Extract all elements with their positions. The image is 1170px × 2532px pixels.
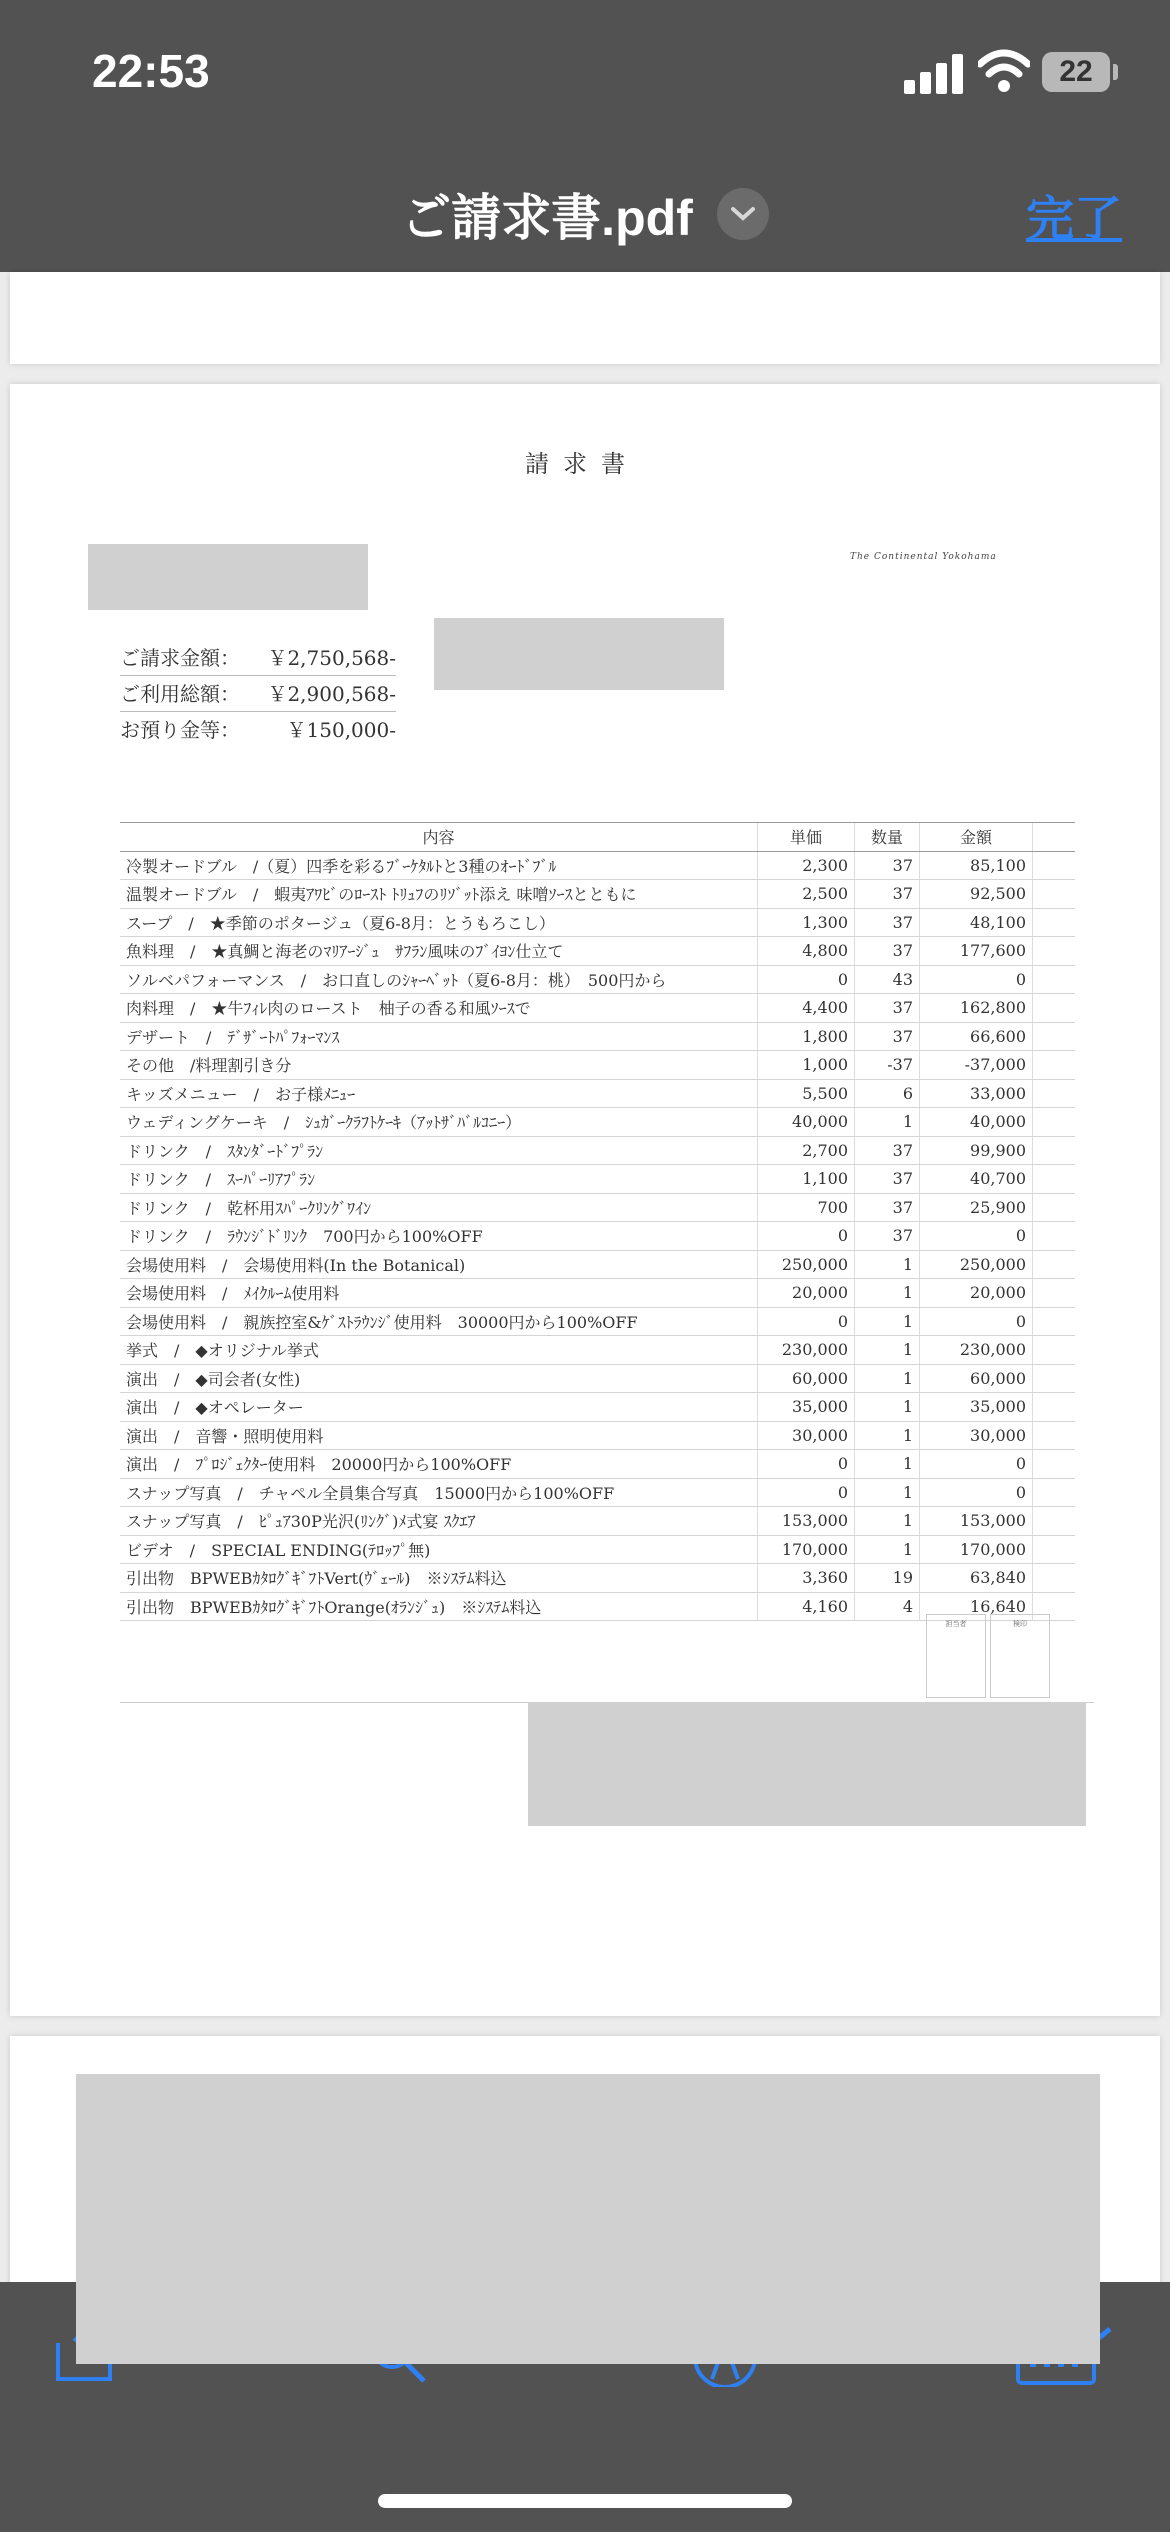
item-amount: 30,000 <box>920 1421 1033 1450</box>
item-unit-price: 2,500 <box>758 880 855 909</box>
table-row <box>120 880 1075 909</box>
item-quantity: 37 <box>855 1193 920 1222</box>
summary-billing-amount <box>120 642 396 676</box>
item-name: 引出物 BPWEBｶﾀﾛｸﾞｷﾞﾌﾄVert(ｳﾞｪｰﾙ) ※ｼｽﾃﾑ料込 <box>120 1564 758 1593</box>
item-blank <box>1033 1535 1076 1564</box>
item-amount: 85,100 <box>920 851 1033 880</box>
summary-value: ￥2,750,568- <box>267 646 396 670</box>
item-blank <box>1033 1279 1076 1308</box>
table-row <box>120 1535 1075 1564</box>
item-blank <box>1033 965 1076 994</box>
battery-icon: 22 <box>1042 52 1110 92</box>
item-unit-price: 4,400 <box>758 994 855 1023</box>
item-quantity: 1 <box>855 1307 920 1336</box>
invoice-items-table <box>120 822 1075 1621</box>
item-amount: 16,640 <box>920 1592 1033 1621</box>
item-amount: 230,000 <box>920 1336 1033 1365</box>
item-blank <box>1033 937 1076 966</box>
item-unit-price: 60,000 <box>758 1364 855 1393</box>
item-unit-price: 2,300 <box>758 851 855 880</box>
item-blank <box>1033 1051 1076 1080</box>
item-name: 演出 / ◆オペレーター <box>120 1393 758 1422</box>
pdf-page-previous <box>10 272 1160 364</box>
item-name: 会場使用料 / 会場使用料(In the Botanical) <box>120 1250 758 1279</box>
item-name: ウェディングケーキ / ｼｭｶﾞｰｸﾗﾌﾄｹｰｷ（ｱｯﾄｻﾞﾊﾞﾙｺﾆｰ） <box>120 1108 758 1137</box>
item-amount: 0 <box>920 1222 1033 1251</box>
table-row <box>120 1165 1075 1194</box>
item-name: ドリンク / ｽｰﾊﾟｰﾘｱﾌﾟﾗﾝ <box>120 1165 758 1194</box>
item-unit-price: 1,100 <box>758 1165 855 1194</box>
item-blank <box>1033 1478 1076 1507</box>
item-quantity: 6 <box>855 1079 920 1108</box>
summary-value: ￥150,000- <box>286 718 396 742</box>
item-unit-price: 700 <box>758 1193 855 1222</box>
item-amount: 0 <box>920 1307 1033 1336</box>
item-unit-price: 0 <box>758 965 855 994</box>
item-blank <box>1033 1507 1076 1536</box>
hotel-logo: The Continental Yokohama <box>850 552 997 562</box>
battery-tip <box>1113 64 1118 80</box>
item-unit-price: 30,000 <box>758 1421 855 1450</box>
summary-deposit <box>120 714 396 743</box>
item-blank <box>1033 1564 1076 1593</box>
item-name: スナップ写真 / チャペル全員集合写真 15000円から100%OFF <box>120 1478 758 1507</box>
summary-label: ご利用総額： <box>120 682 240 706</box>
chevron-down-icon[interactable] <box>717 188 769 240</box>
item-quantity: 1 <box>855 1364 920 1393</box>
item-blank <box>1033 1165 1076 1194</box>
item-blank <box>1033 1336 1076 1365</box>
item-quantity: 1 <box>855 1393 920 1422</box>
item-quantity: 1 <box>855 1535 920 1564</box>
item-unit-price: 2,700 <box>758 1136 855 1165</box>
redacted-footer <box>528 1702 1086 1826</box>
table-row <box>120 1279 1075 1308</box>
item-blank <box>1033 1079 1076 1108</box>
item-blank <box>1033 1193 1076 1222</box>
item-blank <box>1033 1450 1076 1479</box>
item-blank <box>1033 1307 1076 1336</box>
item-name: ビデオ / SPECIAL ENDING(ﾃﾛｯﾌﾟ無) <box>120 1535 758 1564</box>
item-name: ドリンク / 乾杯用ｽﾊﾟｰｸﾘﾝｸﾞﾜｲﾝ <box>120 1193 758 1222</box>
summary-value: ￥2,900,568- <box>267 682 396 706</box>
table-row <box>120 1222 1075 1251</box>
item-amount: 153,000 <box>920 1507 1033 1536</box>
item-name: 冷製オードブル /（夏）四季を彩るﾌﾞｰｹﾀﾙﾄと3種のｵｰﾄﾞﾌﾞﾙ <box>120 851 758 880</box>
item-quantity: 37 <box>855 937 920 966</box>
item-amount: 60,000 <box>920 1364 1033 1393</box>
item-unit-price: 250,000 <box>758 1250 855 1279</box>
item-amount: 40,000 <box>920 1108 1033 1137</box>
item-name: キッズメニュー / お子様ﾒﾆｭｰ <box>120 1079 758 1108</box>
redacted-info <box>434 618 724 690</box>
item-blank <box>1033 880 1076 909</box>
item-amount: 0 <box>920 1478 1033 1507</box>
summary-total-usage <box>120 678 396 712</box>
item-quantity: 1 <box>855 1450 920 1479</box>
item-quantity: 37 <box>855 994 920 1023</box>
redacted-recipient <box>88 544 368 610</box>
item-name: 会場使用料 / 親族控室&ｹﾞｽﾄﾗｳﾝｼﾞ使用料 30000円から100%OFF <box>120 1307 758 1336</box>
item-name: ソルベパフォーマンス / お口直しのｼｬｰﾍﾞｯﾄ（夏6-8月：桃） 500円から <box>120 965 758 994</box>
home-indicator[interactable] <box>378 2494 792 2508</box>
item-unit-price: 0 <box>758 1450 855 1479</box>
cellular-signal-icon <box>904 52 966 94</box>
table-row <box>120 1507 1075 1536</box>
item-name: 温製オードブル / 蝦夷ｱﾜﾋﾞのﾛｰｽﾄ ﾄﾘｭﾌのﾘｿﾞｯﾄ添え 味噌ｿｰｽとともに <box>120 880 758 909</box>
item-unit-price: 3,360 <box>758 1564 855 1593</box>
table-row <box>120 1307 1075 1336</box>
item-unit-price: 4,160 <box>758 1592 855 1621</box>
item-name: 魚料理 / ★真鯛と海老のﾏﾘｱｰｼﾞｭ ｻﾌﾗﾝ風味のﾌﾞｲﾖﾝ仕立て <box>120 937 758 966</box>
stamp-box-staff: 担当者 <box>926 1614 986 1698</box>
item-quantity: 37 <box>855 908 920 937</box>
stamp-box-inspection: 検印 <box>990 1614 1050 1698</box>
item-quantity: 1 <box>855 1108 920 1137</box>
item-unit-price: 0 <box>758 1222 855 1251</box>
item-quantity: 37 <box>855 1165 920 1194</box>
status-time: 22:53 <box>92 45 210 97</box>
table-row <box>120 1336 1075 1365</box>
item-amount: 33,000 <box>920 1079 1033 1108</box>
item-unit-price: 0 <box>758 1307 855 1336</box>
item-quantity: 1 <box>855 1250 920 1279</box>
item-name: デザート / ﾃﾞｻﾞｰﾄﾊﾟﾌｫｰﾏﾝｽ <box>120 1022 758 1051</box>
item-blank <box>1033 1421 1076 1450</box>
table-row <box>120 1564 1075 1593</box>
item-name: その他 /料理割引き分 <box>120 1051 758 1080</box>
wifi-icon <box>978 48 1030 94</box>
item-quantity: 43 <box>855 965 920 994</box>
item-blank <box>1033 851 1076 880</box>
table-row <box>120 1022 1075 1051</box>
item-amount: 48,100 <box>920 908 1033 937</box>
table-header-row <box>120 823 1075 852</box>
item-name: 会場使用料 / ﾒｲｸﾙｰﾑ使用料 <box>120 1279 758 1308</box>
header-amount: 金額 <box>920 823 1033 852</box>
item-name: スナップ写真 / ﾋﾟｭｱ30P光沢(ﾘﾝｸﾞ)ﾒ式宴 ｽｸｴｱ <box>120 1507 758 1536</box>
header-content: 内容 <box>120 823 758 852</box>
item-name: 肉料理 / ★牛ﾌｨﾚ肉のロースト 柚子の香る和風ｿｰｽで <box>120 994 758 1023</box>
invoice-title: 請求書 <box>525 450 639 478</box>
item-amount: 63,840 <box>920 1564 1033 1593</box>
item-quantity: 37 <box>855 1222 920 1251</box>
document-title-text: ご請求書.pdf <box>401 190 693 246</box>
nav-bar <box>0 130 1170 272</box>
item-quantity: 37 <box>855 1136 920 1165</box>
item-amount: -37,000 <box>920 1051 1033 1080</box>
item-blank <box>1033 1108 1076 1137</box>
item-quantity: 37 <box>855 880 920 909</box>
item-amount: 170,000 <box>920 1535 1033 1564</box>
item-unit-price: 0 <box>758 1478 855 1507</box>
item-unit-price: 5,500 <box>758 1079 855 1108</box>
table-row <box>120 1478 1075 1507</box>
item-blank <box>1033 1364 1076 1393</box>
item-unit-price: 40,000 <box>758 1108 855 1137</box>
header-unit-price: 単価 <box>758 823 855 852</box>
item-amount: 0 <box>920 965 1033 994</box>
item-unit-price: 170,000 <box>758 1535 855 1564</box>
item-name: ドリンク / ﾗｳﾝｼﾞﾄﾞﾘﾝｸ 700円から100%OFF <box>120 1222 758 1251</box>
item-quantity: -37 <box>855 1051 920 1080</box>
item-quantity: 37 <box>855 1022 920 1051</box>
item-name: 演出 / 音響・照明使用料 <box>120 1421 758 1450</box>
summary-label: ご請求金額： <box>120 646 240 670</box>
item-amount: 35,000 <box>920 1393 1033 1422</box>
table-row <box>120 851 1075 880</box>
item-blank <box>1033 1222 1076 1251</box>
item-amount: 0 <box>920 1450 1033 1479</box>
item-amount: 99,900 <box>920 1136 1033 1165</box>
redacted-overlay <box>76 2074 1100 2364</box>
item-amount: 40,700 <box>920 1165 1033 1194</box>
item-blank <box>1033 908 1076 937</box>
item-name: 挙式 / ◆オリジナル挙式 <box>120 1336 758 1365</box>
item-quantity: 19 <box>855 1564 920 1593</box>
document-title[interactable] <box>0 178 1170 250</box>
table-row <box>120 1108 1075 1137</box>
done-button[interactable]: 完了 <box>1025 193 1122 246</box>
table-row <box>120 1393 1075 1422</box>
pdf-page-invoice <box>10 384 1160 2016</box>
table-row <box>120 908 1075 937</box>
table-row <box>120 1364 1075 1393</box>
item-quantity: 1 <box>855 1279 920 1308</box>
item-name: スープ / ★季節のポタージュ（夏6-8月：とうもろこし） <box>120 908 758 937</box>
item-unit-price: 35,000 <box>758 1393 855 1422</box>
item-quantity: 1 <box>855 1421 920 1450</box>
item-unit-price: 1,000 <box>758 1051 855 1080</box>
table-row <box>120 994 1075 1023</box>
item-unit-price: 153,000 <box>758 1507 855 1536</box>
item-amount: 20,000 <box>920 1279 1033 1308</box>
table-row <box>120 1193 1075 1222</box>
item-name: 引出物 BPWEBｶﾀﾛｸﾞｷﾞﾌﾄOrange(ｵﾗﾝｼﾞｭ) ※ｼｽﾃﾑ料込 <box>120 1592 758 1621</box>
item-unit-price: 1,300 <box>758 908 855 937</box>
item-blank <box>1033 1250 1076 1279</box>
table-row <box>120 937 1075 966</box>
item-unit-price: 4,800 <box>758 937 855 966</box>
table-row <box>120 965 1075 994</box>
item-amount: 250,000 <box>920 1250 1033 1279</box>
item-blank <box>1033 1136 1076 1165</box>
table-row <box>120 1421 1075 1450</box>
table-row <box>120 1051 1075 1080</box>
table-row <box>120 1250 1075 1279</box>
item-quantity: 1 <box>855 1507 920 1536</box>
item-blank <box>1033 1393 1076 1422</box>
item-quantity: 4 <box>855 1592 920 1621</box>
item-unit-price: 1,800 <box>758 1022 855 1051</box>
item-unit-price: 20,000 <box>758 1279 855 1308</box>
item-amount: 177,600 <box>920 937 1033 966</box>
item-name: ドリンク / ｽﾀﾝﾀﾞｰﾄﾞﾌﾟﾗﾝ <box>120 1136 758 1165</box>
item-amount: 25,900 <box>920 1193 1033 1222</box>
item-name: 演出 / ◆司会者(女性) <box>120 1364 758 1393</box>
summary-label: お預り金等： <box>120 718 240 742</box>
item-name: 演出 / ﾌﾟﾛｼﾞｪｸﾀｰ使用料 20000円から100%OFF <box>120 1450 758 1479</box>
item-quantity: 1 <box>855 1478 920 1507</box>
item-amount: 162,800 <box>920 994 1033 1023</box>
item-blank <box>1033 994 1076 1023</box>
item-quantity: 1 <box>855 1336 920 1365</box>
item-amount: 92,500 <box>920 880 1033 909</box>
item-amount: 66,600 <box>920 1022 1033 1051</box>
table-row <box>120 1079 1075 1108</box>
item-quantity: 37 <box>855 851 920 880</box>
table-row <box>120 1136 1075 1165</box>
item-unit-price: 230,000 <box>758 1336 855 1365</box>
header-blank <box>1033 823 1076 852</box>
table-row <box>120 1450 1075 1479</box>
status-bar <box>0 0 1170 130</box>
header-quantity: 数量 <box>855 823 920 852</box>
item-blank <box>1033 1022 1076 1051</box>
